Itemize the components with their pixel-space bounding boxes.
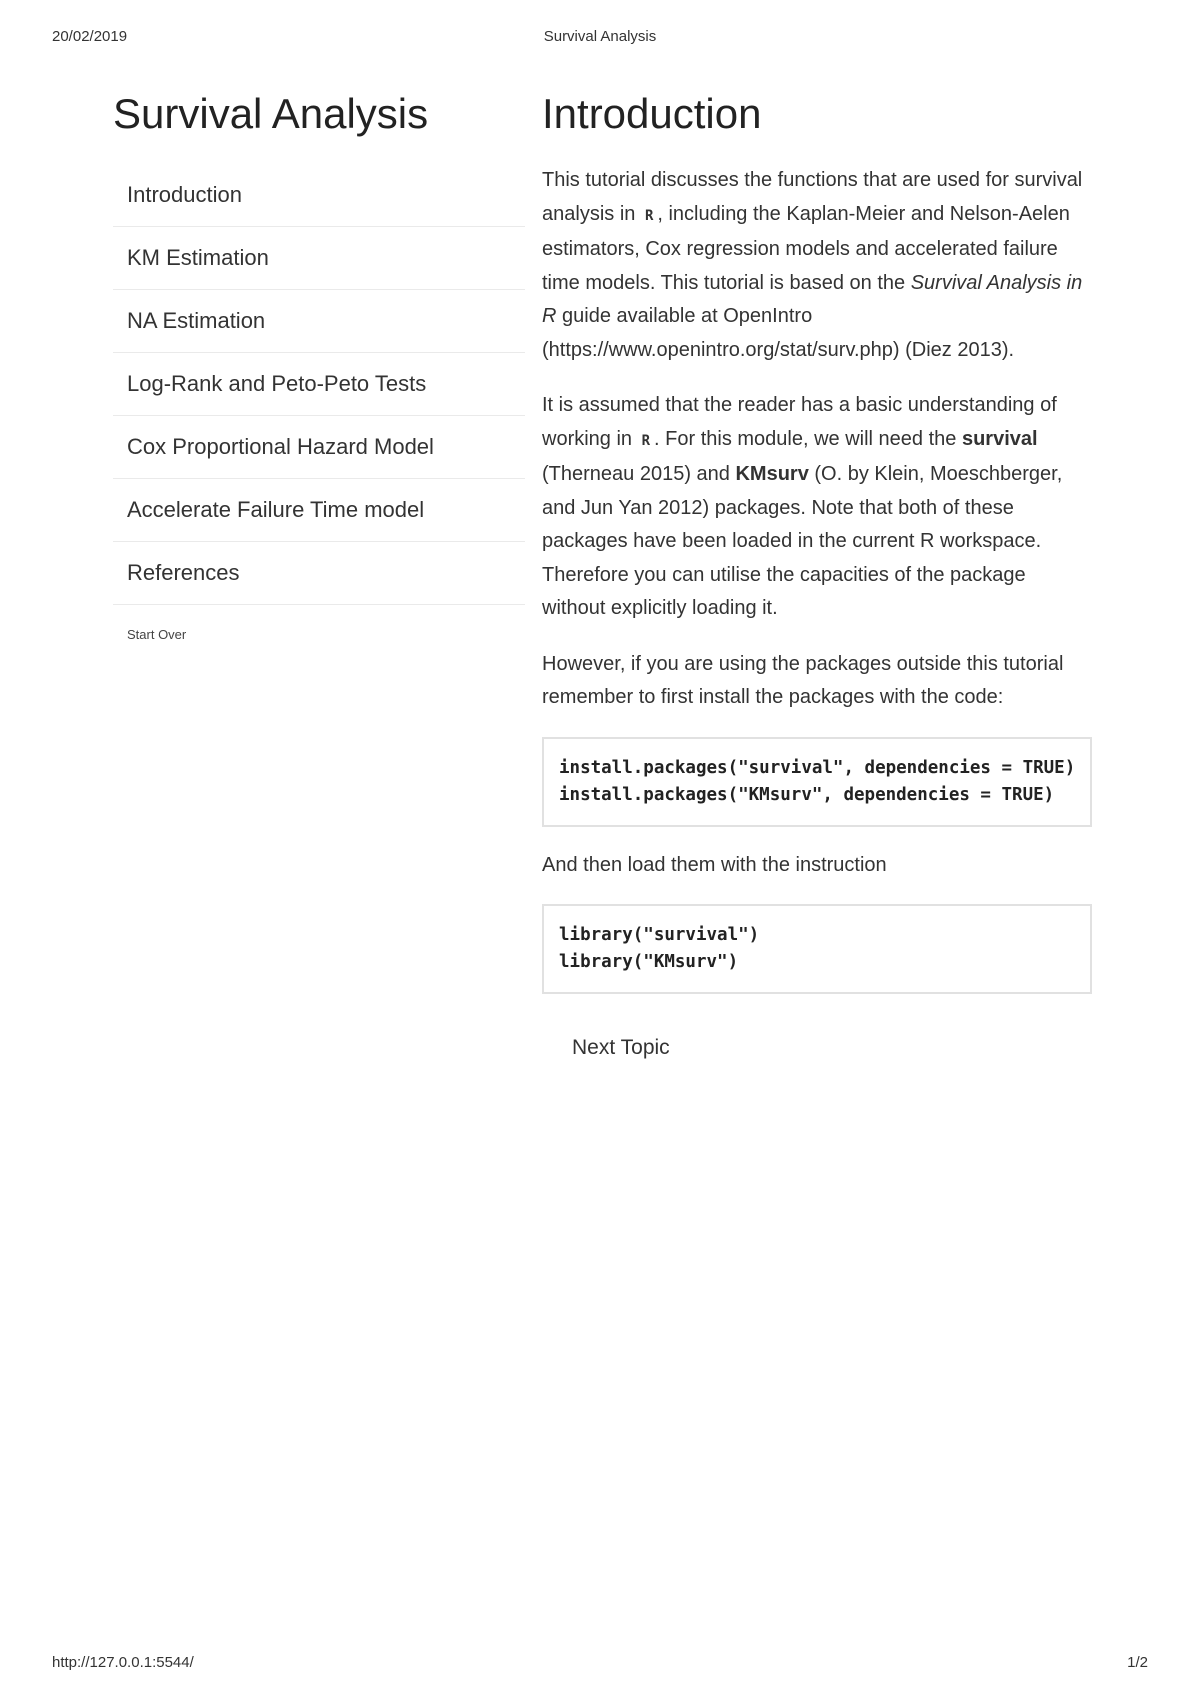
library-code-block [542, 904, 1092, 994]
code-line: install.packages("KMsurv", dependencies = TRUE) [559, 784, 1055, 805]
code-line: library("survival") [559, 925, 760, 945]
package-survival: survival [961, 427, 1038, 450]
topic-item-introduction[interactable]: Introduction [113, 164, 525, 227]
assumption-text-4: (O. by Klein, Moeschberger, and Jun Yan 2012) packages. Note that both of these packages have been loaded in the current R workspace. Therefore you can utilise the capacities of the package without explicitly loading it. [542, 463, 1063, 619]
assumption-text-2: . For this module, we will need the [654, 427, 962, 450]
intro-text-2: , including the Kaplan-Meier and Nelson-Aelen estimators, Cox regression models and accelerated failure time models. This tutorial is based on the [542, 202, 1070, 294]
topic-item-aft-model[interactable]: Accelerate Failure Time model [113, 479, 525, 542]
intro-paragraph [542, 164, 1092, 367]
topic-item-cox-model[interactable]: Cox Proportional Hazard Model [113, 416, 525, 479]
install-paragraph: However, if you are using the packages outside this tutorial remember to first install the packages with the code: [542, 652, 1064, 708]
intro-text-3: guide available at OpenIntro (https://www.openintro.org/stat/surv.php) (Diez 2013). [542, 305, 1015, 361]
page-title: Introduction [542, 90, 762, 137]
page-url: http://127.0.0.1:5544/ [52, 1654, 194, 1671]
topic-list [113, 164, 525, 605]
code-line: install.packages("survival", dependencies = TRUE) [559, 757, 1076, 778]
start-over-link[interactable]: Start Over [127, 627, 187, 642]
print-footer [52, 1654, 1148, 1674]
package-kmsurv: KMsurv [735, 463, 809, 485]
assumption-text-3: (Therneau 2015) and [542, 463, 736, 485]
sidebar [113, 88, 525, 644]
r-inline-code: R [644, 207, 654, 224]
guide-title: Survival Analysis in R [542, 271, 1083, 327]
assumption-paragraph [542, 389, 1092, 626]
topic-item-km-estimation[interactable]: KM Estimation [113, 227, 525, 290]
site-title: Survival Analysis [113, 90, 429, 137]
install-code-block [542, 737, 1092, 827]
r-inline-code: R [641, 432, 651, 449]
page-number: 1/2 [1127, 1654, 1148, 1671]
topic-item-log-rank-tests[interactable]: Log-Rank and Peto-Peto Tests [113, 353, 525, 416]
topic-item-na-estimation[interactable]: NA Estimation [113, 290, 525, 353]
code-line: library("KMsurv") [559, 952, 739, 972]
print-date: 20/02/2019 [52, 28, 128, 45]
assumption-text-1: It is assumed that the reader has a basic understanding of working in [542, 394, 1057, 450]
load-paragraph: And then load them with the instruction [542, 853, 887, 876]
next-topic-button[interactable]: Next Topic [572, 1036, 670, 1059]
topic-item-references[interactable]: References [113, 542, 525, 605]
print-header [52, 28, 1148, 48]
main-content [542, 88, 1092, 1060]
print-document-title: Survival Analysis [543, 28, 657, 45]
intro-text-1: This tutorial discusses the functions that are used for survival analysis in [542, 169, 1083, 225]
